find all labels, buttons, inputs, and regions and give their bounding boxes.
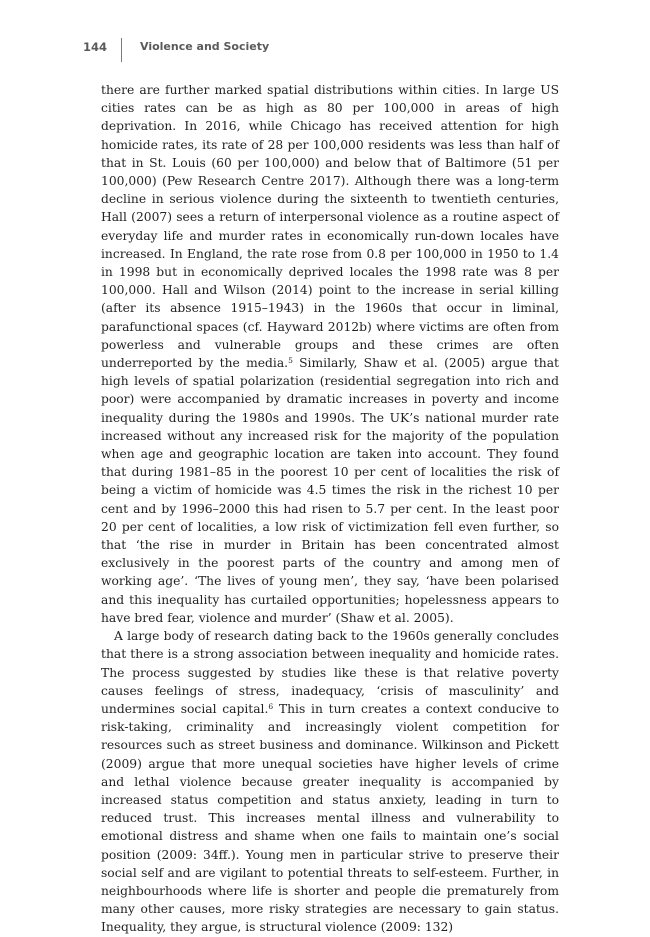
paragraph-text: A large body of research dating back to the 1960s generally concludes that there is a strong association between inequality and homicide rates. The process suggested by studies like these is that relative poverty causes feelings of stress, inadequacy, ‘crisis of masculinity’ and undermines social capital. xyxy=(101,629,559,716)
paragraph-text: there are further marked spatial distributions within cities. In large US cities rates can be as high as 80 per 100,000 in areas of high deprivation. In 2016, while Chicago has received attention for high homicide rates, its rate of 28 per 100,000 residents was less than half of that in St. Louis (60 per 100,000) and below that of Baltimore (51 per 100,000) (Pew Research Centre 2017). Although there was a long-term decline in serious violence during the sixteenth to twentieth centuries, Hall (2007) sees a return of interpersonal violence as a routine aspect of everyday life and murder rates in economically run-down locales have increased. In England, the rate rose from 0.8 per 100,000 in 1950 to 1.4 in 1998 but in economically deprived locales the 1998 rate was 8 per 100,000. Hall and Wilson (2014) point to the increase in serial killing (after its absence 1915–1943) in the 1960s that occur in liminal, parafunctional spaces (cf. Hayward 2012b) where victims are often from powerless and vulnerable groups and these crimes are often underreported by the media. xyxy=(101,83,559,371)
body-text xyxy=(101,81,559,937)
paragraph-text: This in turn creates a context conducive to risk-taking, criminality and increasingly violent competition for resources such as street business and dominance. Wilkinson and Pickett (2009) argue that more unequal societies have higher levels of crime and lethal violence because greater inequality is accompanied by increased status competition and status anxiety, leading in turn to reduced trust. This increases mental illness and vulnerability to emotional distress and shame when one fails to maintain one’s social position (2009: 34ff.). Young men in particular strive to preserve their social self and are vigilant to potential threats to self-esteem. Further, in neighbourhoods where life is shorter and people die prematurely from many other causes, more risky strategies are necessary to gain status. Inequality, they argue, is structural violence (2009: 132) xyxy=(101,701,559,935)
header-divider xyxy=(121,38,122,62)
page-header xyxy=(0,36,650,66)
paragraph-text: Similarly, Shaw et al. (2005) argue that high levels of spatial polarization (residential segregation into rich and poor) were accompanied by dramatic increases in poverty and income inequality during the 1980s and 1990s. The UK’s national murder rate increased without any increased risk for the majority of the population when age and geographic location are taken into account. They found that during 1981–85 in the poorest 10 per cent of localities the risk of being a victim of homicide was 4.5 times the risk in the richest 10 per cent and by 1996–2000 this had risen to 5.7 per cent. In the least poor 20 per cent of localities, a low risk of victimization fell even further, so that ‘the rise in murder in Britain has been concentrated almost exclusively in the poorest parts of the country and among men of working age’. ‘The lives of young men’, they say, ‘have been polarised and this inequality has curtailed opportunities; hopelessness appears to have bred fear, violence and murder’ (Shaw et al. 2005). xyxy=(101,356,559,625)
paragraph xyxy=(101,627,559,936)
footnote-marker: 6 xyxy=(268,701,274,711)
paragraph xyxy=(101,81,559,627)
page-number: 144 xyxy=(83,40,108,54)
running-head: Violence and Society xyxy=(140,40,270,53)
footnote-marker: 5 xyxy=(288,356,293,366)
